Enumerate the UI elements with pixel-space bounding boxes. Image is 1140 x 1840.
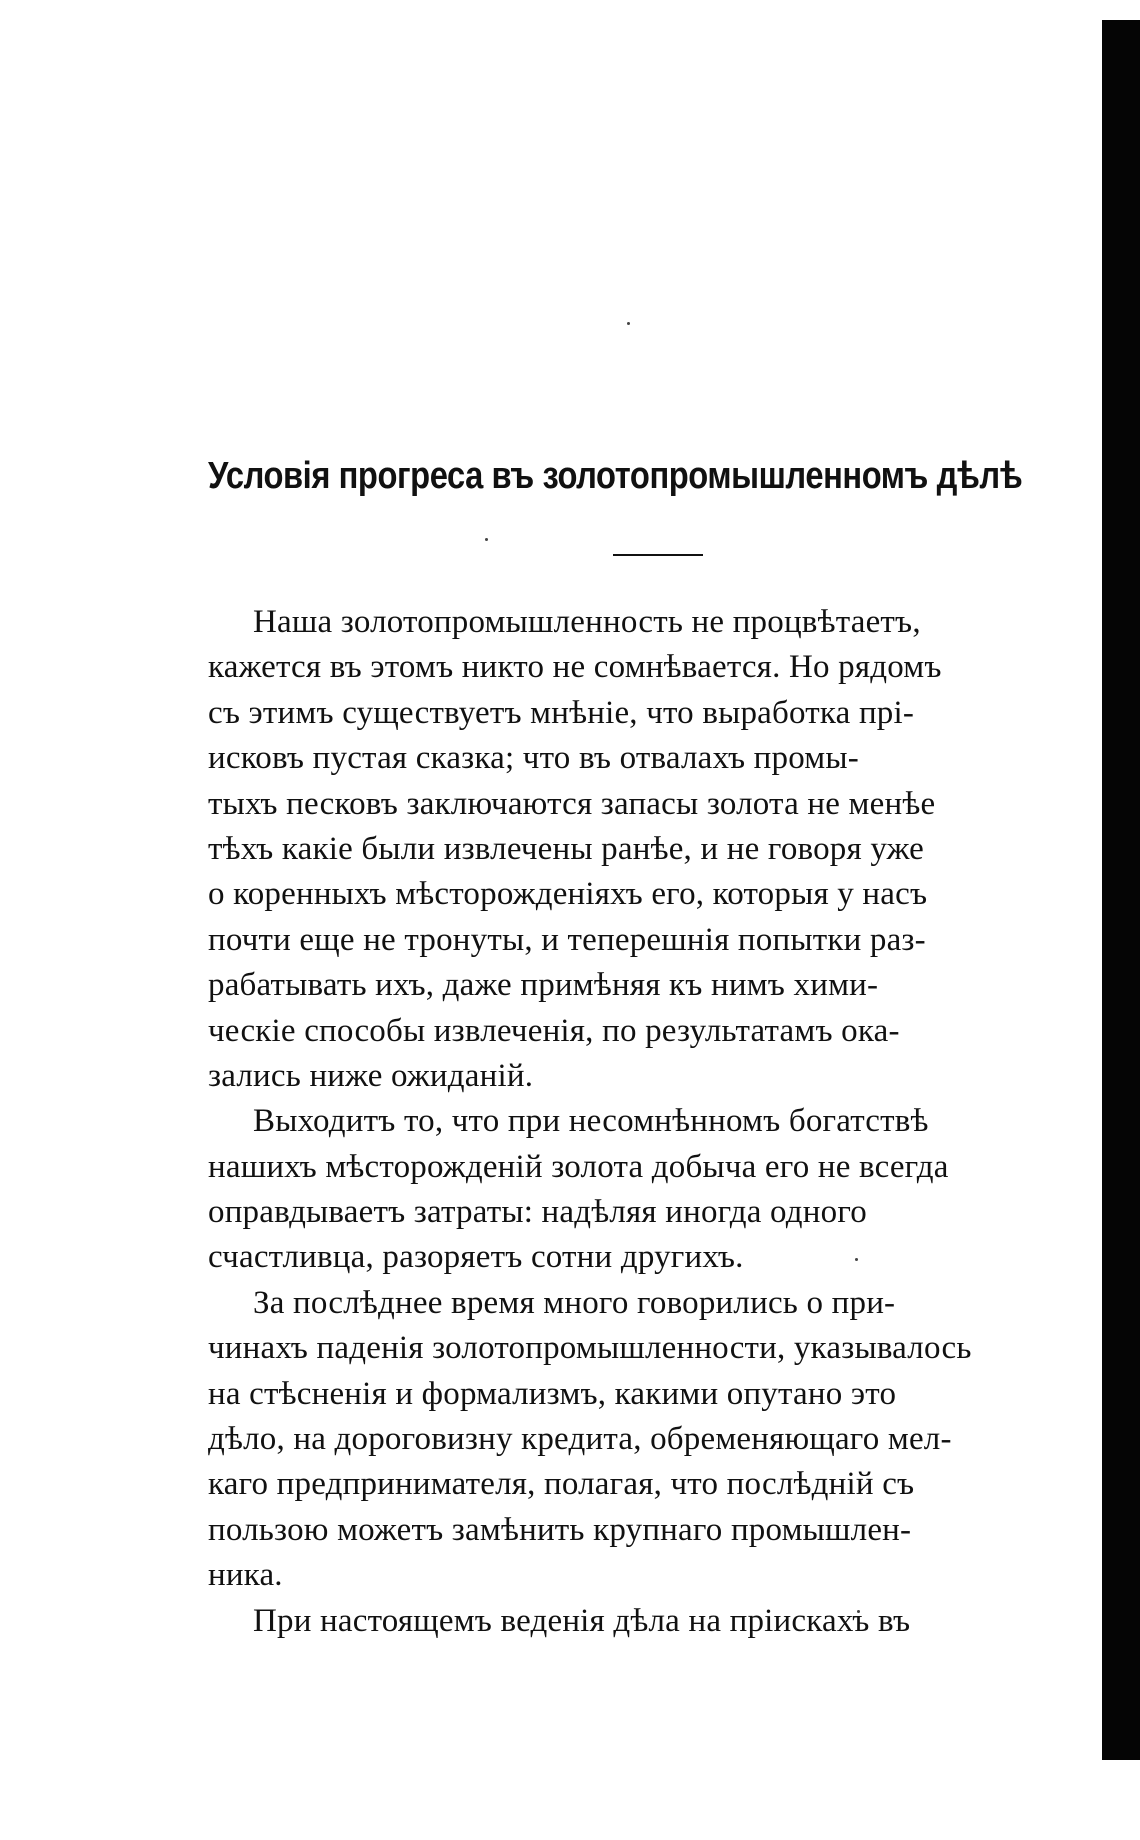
text-line: исковъ пустая сказка; что въ отвалахъ промы- (208, 740, 859, 777)
text-line: почти еще не тронуты, и теперешнія попытки раз- (208, 921, 926, 958)
text-line: тѣхъ какіе были извлечены ранѣе, и не говоря уже (208, 830, 924, 867)
ink-speck (485, 538, 488, 541)
text-line: счастливца, разоряетъ сотни другихъ. (208, 1239, 744, 1276)
text-line: оправдываетъ затраты: надѣляя иногда одного (208, 1194, 867, 1231)
binding-edge (1102, 20, 1140, 1760)
text-line: на стѣсненія и формализмъ, какими опутано это (208, 1375, 897, 1412)
text-line: пользою можетъ замѣнить крупнаго промышлен- (208, 1511, 912, 1548)
text-line: съ этимъ существуетъ мнѣніе, что выработка прі- (208, 694, 915, 731)
body-text (208, 600, 1108, 1644)
text-line: За послѣднее время много говорились о при- (253, 1284, 896, 1321)
text-line: ника. (208, 1557, 283, 1594)
text-line: тыхъ песковъ заключаются запасы золота не менѣе (208, 785, 936, 822)
text-line: кажется въ этомъ никто не сомнѣвается. Но рядомъ (208, 649, 942, 686)
text-line: ческіе способы извлеченія, по результатамъ ока- (208, 1012, 900, 1049)
text-line: о коренныхъ мѣсторожденіяхъ его, которыя у насъ (208, 876, 928, 913)
text-line: каго предпринимателя, полагая, что послѣдній съ (208, 1466, 915, 1503)
page-title: Условія прогреса въ золотопромышленномъ дѣлѣ (208, 455, 1023, 497)
text-line: дѣло, на дороговизну кредита, обременяющаго мел- (208, 1421, 952, 1458)
text-line: рабатывать ихъ, даже примѣняя къ нимъ хими- (208, 967, 879, 1004)
text-line: Наша золотопромышленность не процвѣтаетъ, (253, 604, 921, 640)
text-line: Выходитъ то, что при несомнѣнномъ богатствѣ (253, 1103, 929, 1140)
title-divider (613, 554, 703, 556)
text-line: нашихъ мѣсторожденій золота добыча его не всегда (208, 1148, 949, 1185)
text-line: При настоящемъ веденія дѣла на пріискахъ въ (253, 1602, 911, 1639)
ink-speck (627, 322, 630, 325)
text-line: зались ниже ожиданій. (208, 1057, 534, 1094)
text-line: чинахъ паденія золотопромышленности, указывалось (208, 1330, 972, 1367)
